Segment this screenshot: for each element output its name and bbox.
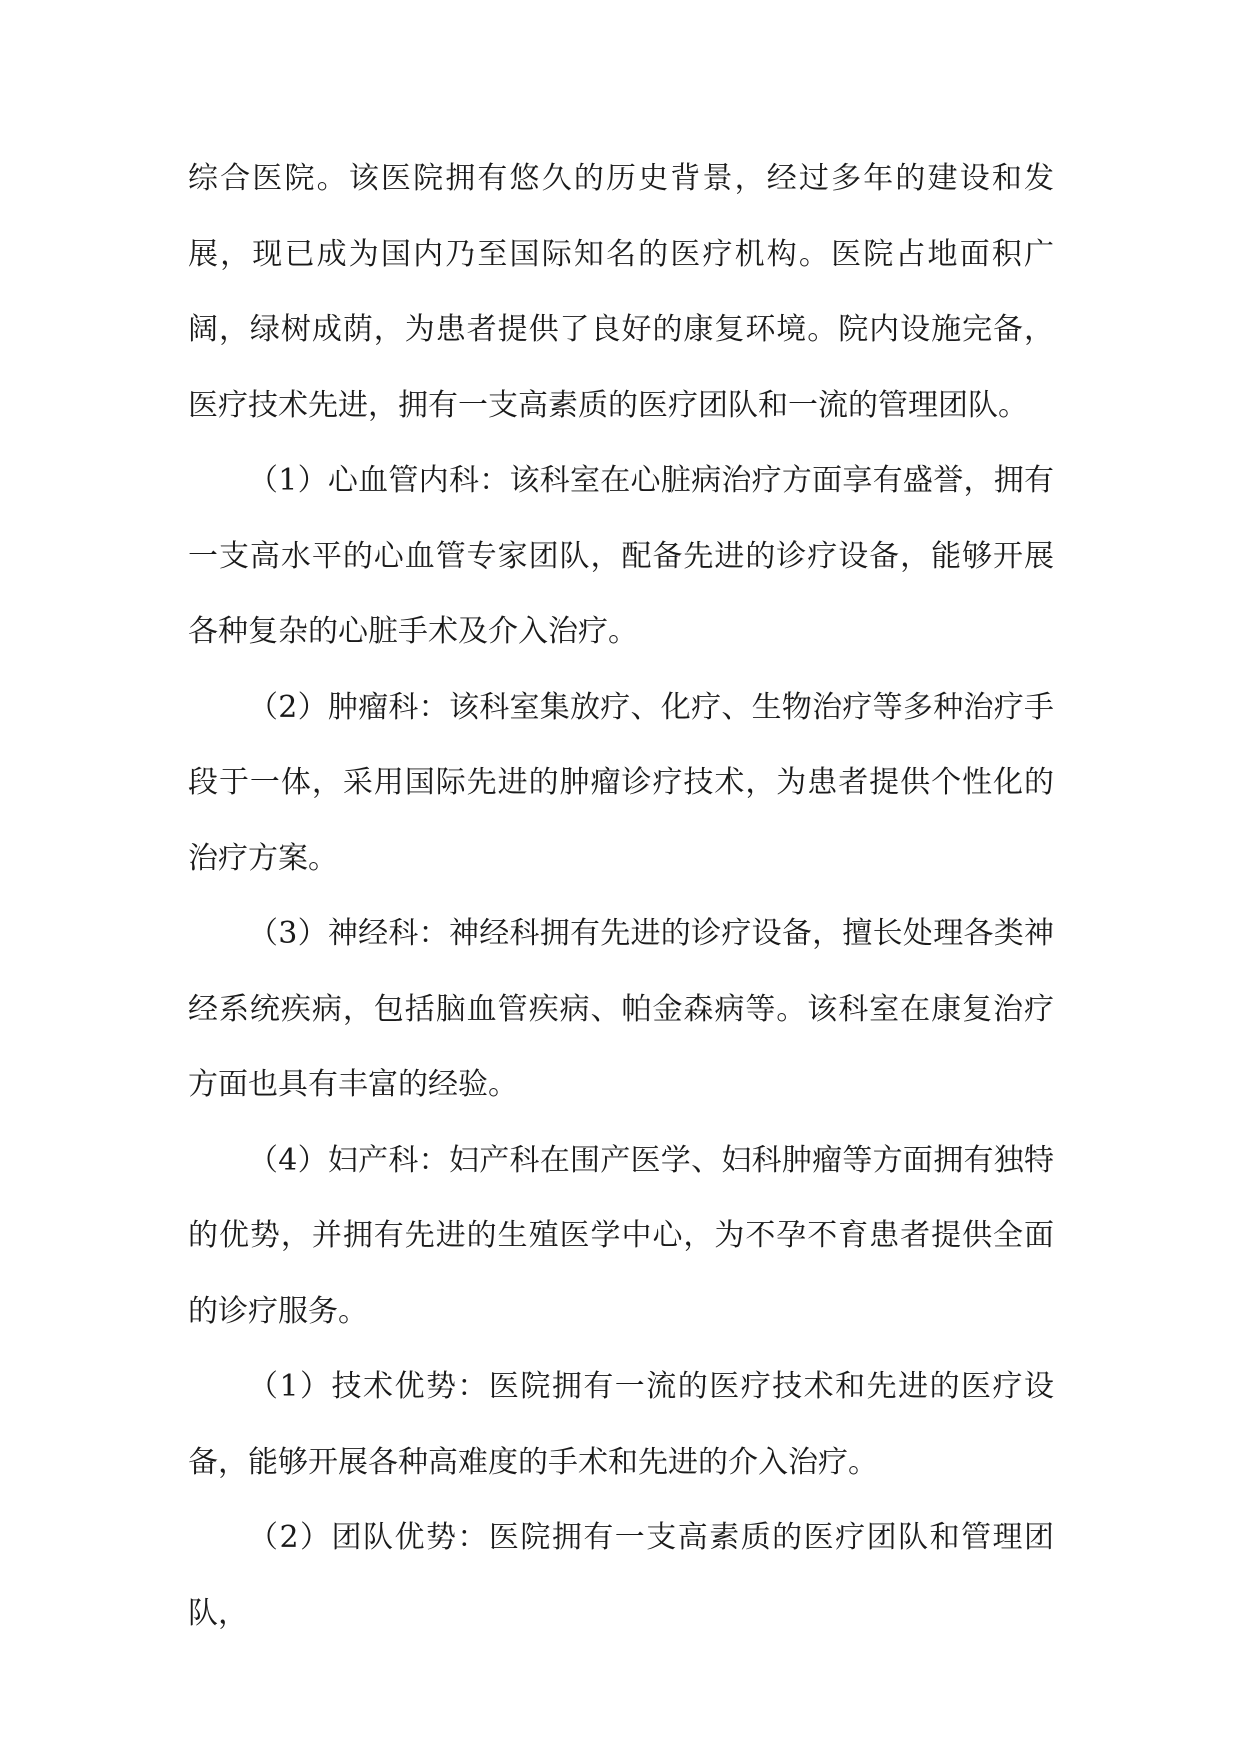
paragraph-intro: 综合医院。该医院拥有悠久的历史背景，经过多年的建设和发展，现已成为国内乃至国际知名的医疗机构。医院占地面积广阔，绿树成荫，为患者提供了良好的康复环境。院内设施完备，医疗技术先进，拥有一支高素质的医疗团队和一流的管理团队。 — [188, 161, 1054, 423]
paragraph-team-advantage: （2）团队优势：医院拥有一支高素质的医疗团队和管理团队， — [188, 1520, 1054, 1631]
paragraph-tech-advantage: （1）技术优势：医院拥有一流的医疗技术和先进的医疗设备，能够开展各种高难度的手术和先进的介入治疗。 — [188, 1369, 1054, 1480]
paragraph-oncology: （2）肿瘤科：该科室集放疗、化疗、生物治疗等多种治疗手段于一体，采用国际先进的肿瘤诊疗技术，为患者提供个性化的治疗方案。 — [188, 689, 1054, 876]
document-body — [188, 141, 1054, 1651]
paragraph-neurology: （3）神经科：神经科拥有先进的诊疗设备，擅长处理各类神经系统疾病，包括脑血管疾病、帕金森病等。该科室在康复治疗方面也具有丰富的经验。 — [188, 916, 1054, 1102]
paragraph-cardiology: （1）心血管内科：该科室在心脏病治疗方面享有盛誉，拥有一支高水平的心血管专家团队，配备先进的诊疗设备，能够开展各种复杂的心脏手术及介入治疗。 — [188, 463, 1054, 649]
paragraph-obstetrics: （4）妇产科：妇产科在围产医学、妇科肿瘤等方面拥有独特的优势，并拥有先进的生殖医学中心，为不孕不育患者提供全面的诊疗服务。 — [188, 1142, 1054, 1329]
